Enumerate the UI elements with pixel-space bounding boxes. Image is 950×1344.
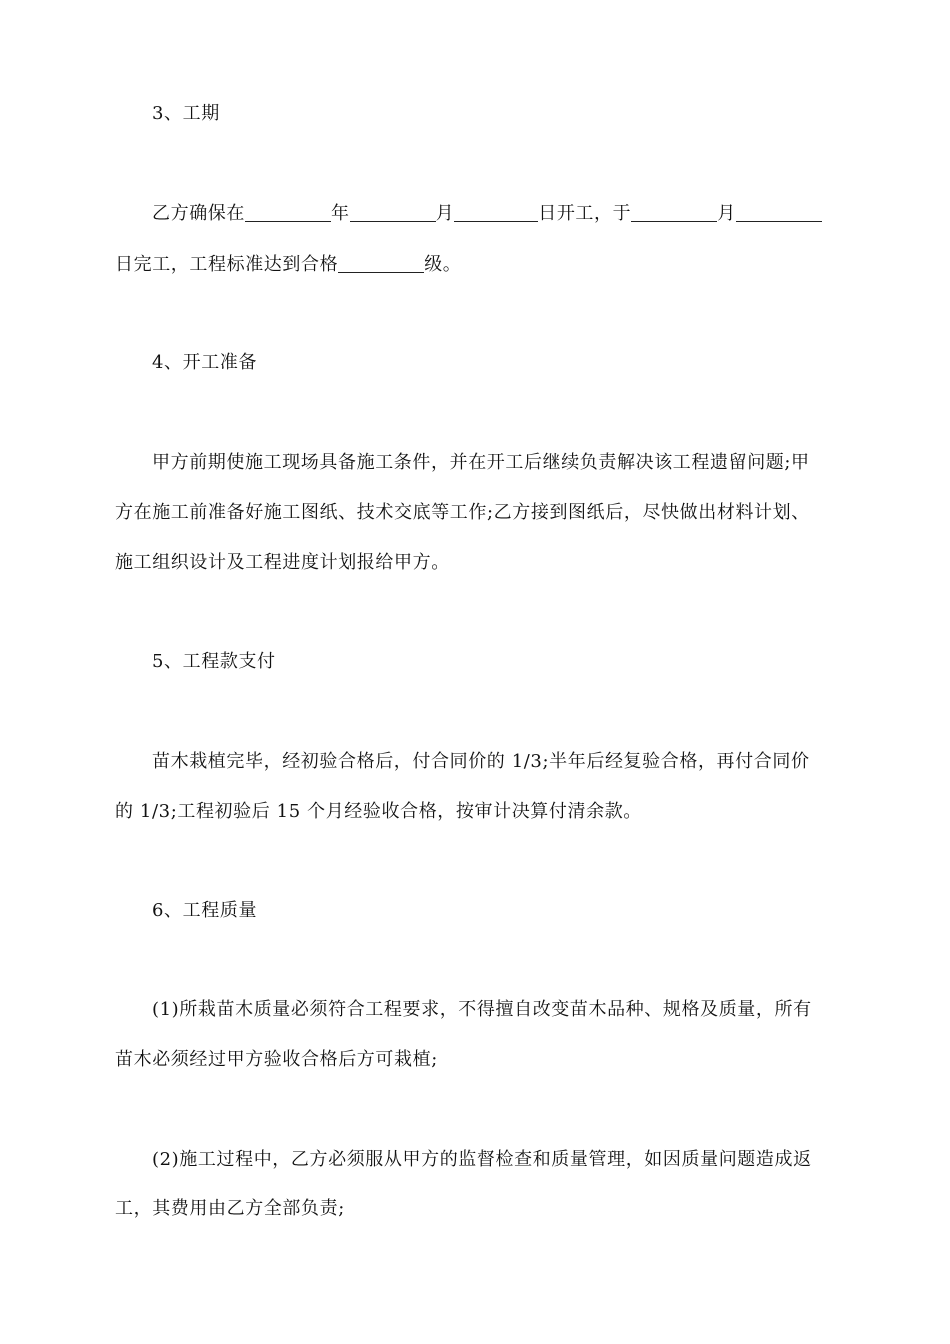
fill-in-blank-grade	[338, 254, 424, 273]
text-segment: 年	[331, 203, 350, 224]
section-heading-construction-period: 3、工期	[152, 103, 220, 124]
paragraph-line: 的 1/3;工程初验后 15 个月经验收合格，按审计决算付清余款。	[115, 801, 642, 822]
section-heading-payment: 5、工程款支付	[152, 651, 276, 672]
paragraph-line: 施工组织设计及工程进度计划报给甲方。	[115, 552, 450, 573]
section-heading-preparation: 4、开工准备	[152, 352, 258, 373]
paragraph-line: 苗木必须经过甲方验收合格后方可栽植;	[115, 1049, 438, 1070]
fill-in-blank-year	[245, 203, 331, 222]
paragraph-line	[115, 253, 845, 277]
paragraph-line: 苗木栽植完毕，经初验合格后，付合同价的 1/3;半年后经复验合格，再付合同价	[152, 751, 810, 772]
text-segment: 月	[717, 203, 736, 224]
text-segment: 日完工，工程标准达到合格	[115, 254, 339, 275]
paragraph-line: 甲方前期使施工现场具备施工条件，并在开工后继续负责解决该工程遗留问题;甲	[152, 452, 810, 473]
text-segment: 乙方确保在	[152, 203, 245, 224]
paragraph-line: 工，其费用由乙方全部负责;	[115, 1198, 345, 1219]
text-segment: 月	[435, 203, 455, 224]
paragraph-line: (2)施工过程中，乙方必须服从甲方的监督检查和质量管理，如因质量问题造成返	[152, 1149, 812, 1170]
text-segment: 日开工，于	[538, 203, 632, 224]
paragraph-line	[152, 202, 882, 226]
text-segment: 级。	[424, 254, 462, 275]
fill-in-blank-end-month	[631, 203, 717, 222]
paragraph-line: (1)所栽苗木质量必须符合工程要求，不得擅自改变苗木品种、规格及质量，所有	[152, 999, 812, 1020]
paragraph-line: 方在施工前准备好施工图纸、技术交底等工作;乙方接到图纸后，尽快做出材料计划、	[115, 502, 810, 523]
fill-in-blank-month	[350, 203, 436, 222]
fill-in-blank-day	[454, 203, 538, 222]
section-heading-quality: 6、工程质量	[152, 900, 258, 921]
fill-in-blank-end-day	[736, 203, 822, 222]
